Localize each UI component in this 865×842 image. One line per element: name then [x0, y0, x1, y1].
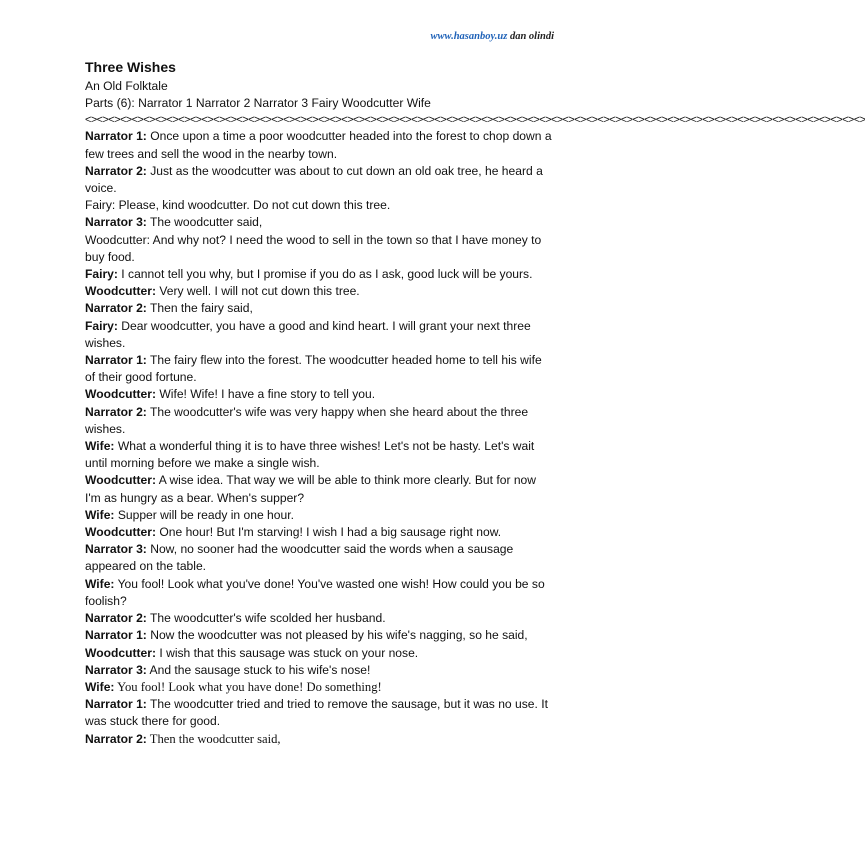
dialogue-text: I wish that this sausage was stuck on your nose.	[156, 645, 419, 660]
speaker-label: Woodcutter:	[85, 387, 156, 402]
speaker-label: Narrator 1:	[85, 697, 147, 712]
speaker-label: Narrator 1:	[85, 129, 147, 144]
dialogue-text: Now the woodcutter was not pleased by his wife's nagging, so he said,	[146, 628, 528, 643]
dialogue-text: I cannot tell you why, but I promise if you do as I ask, good luck will be yours.	[117, 267, 533, 282]
speaker-label: Wife:	[85, 439, 115, 454]
speaker-label: Fairy:	[85, 267, 118, 282]
dialogue-text: What a wonderful thing it is to have three wishes! Let's not be hasty. Let's wait until morning before we make a single wish.	[85, 439, 535, 471]
speaker-label: Wife:	[85, 507, 115, 522]
speaker-label: Woodcutter:	[85, 284, 156, 299]
dialogue-text: Once upon a time a poor woodcutter headed into the forest to chop down a few trees and sell the wood in the nearby town.	[85, 129, 552, 161]
dialogue-line	[85, 576, 555, 610]
dialogue-line	[85, 679, 555, 696]
dialogue-text: Fairy: Please, kind woodcutter. Do not cut down this tree.	[85, 198, 391, 213]
dialogue-text: The woodcutter tried and tried to remove the sausage, but it was no use. It was stuck there for good.	[85, 697, 548, 729]
speaker-label: Narrator 2:	[85, 611, 147, 626]
parts-list: Parts (6): Narrator 1 Narrator 2 Narrator 3 Fairy Woodcutter Wife	[85, 96, 431, 111]
dialogue-line	[85, 438, 555, 472]
dialogue-text: And the sausage stuck to his wife's nose!	[146, 662, 371, 677]
dialogue-text: The woodcutter said,	[146, 215, 263, 230]
dialogue-line	[85, 662, 555, 679]
speaker-label: Narrator 1:	[85, 353, 147, 368]
dialogue-text: One hour! But I'm starving! I wish I had a big sausage right now.	[156, 525, 502, 540]
dialogue-line	[85, 610, 555, 627]
source-site-link[interactable]: www.hasanboy.uz	[430, 31, 508, 42]
dialogue-text: You fool! Look what you have done! Do something!	[114, 679, 382, 694]
dialogue-line	[85, 197, 555, 214]
dialogue-line	[85, 318, 555, 352]
dialogue-text: Then the fairy said,	[146, 301, 253, 316]
dialogue-line	[85, 128, 555, 162]
dialogue-text: Just as the woodcutter was about to cut down an old oak tree, he heard a voice.	[85, 163, 543, 196]
script-body	[85, 57, 865, 748]
dialogue-text: You fool! Look what you've done! You've wasted one wish! How could you be so foolish?	[85, 576, 545, 608]
dialogue-line	[85, 645, 555, 662]
dialogue-line	[85, 731, 555, 748]
story-subtitle: An Old Folktale	[85, 79, 168, 93]
dialogue-text: Wife! Wife! I have a fine story to tell you.	[156, 387, 376, 402]
speaker-label: Narrator 3:	[85, 542, 147, 557]
dialogue-line	[85, 214, 555, 231]
story-title: Three Wishes	[85, 59, 176, 75]
dialogue-line	[85, 352, 555, 386]
dialogue-text: Dear woodcutter, you have a good and kind heart. I will grant your next three wishes.	[85, 318, 531, 350]
dialogue-line	[85, 232, 555, 266]
dialogue-line	[85, 283, 555, 300]
dialogue-text: A wise idea. That way we will be able to think more clearly. But for now I'm as hungry as a bear. When's supper?	[85, 473, 537, 505]
speaker-label: Narrator 2:	[85, 404, 147, 419]
dialogue-text: Very well. I will not cut down this tree.	[156, 284, 360, 299]
speaker-label: Narrator 2:	[85, 301, 147, 316]
speaker-label: Fairy:	[85, 318, 118, 333]
speaker-label: Narrator 3:	[85, 662, 147, 677]
speaker-label: Woodcutter:	[85, 525, 156, 540]
speaker-label: Narrator 1:	[85, 628, 147, 643]
speaker-label: Wife:	[85, 576, 115, 591]
dialogue-line	[85, 507, 555, 524]
dialogue-line	[85, 696, 555, 730]
dialogue-text: The woodcutter's wife was very happy when she heard about the three wishes.	[85, 404, 529, 436]
source-header	[430, 31, 554, 42]
speaker-label: Narrator 2:	[85, 163, 147, 178]
dialogue-line	[85, 300, 555, 317]
separator-line: <><><><><><><><><><><><><><><><><><><><><><><><><><><><><><><><><><><><><><><><><><><><><><><><><><><><><><><><><><><><><><><><><><><>	[85, 114, 865, 127]
speaker-label: Narrator 3:	[85, 215, 147, 230]
source-header-suffix: dan olindi	[507, 31, 554, 42]
dialogue-line	[85, 266, 555, 283]
dialogue-line	[85, 386, 555, 403]
dialogue-line	[85, 472, 555, 506]
dialogue-text: Now, no sooner had the woodcutter said the words when a sausage appeared on the table.	[85, 542, 514, 574]
dialogue-text: The fairy flew into the forest. The woodcutter headed home to tell his wife of their good fortune.	[85, 353, 542, 385]
speaker-label: Woodcutter:	[85, 473, 156, 488]
speaker-label: Narrator 2:	[85, 731, 147, 746]
dialogue-line	[85, 163, 555, 197]
speaker-label: Wife:	[85, 679, 115, 694]
dialogue-text: The woodcutter's wife scolded her husband.	[146, 611, 386, 626]
dialogue-line	[85, 627, 555, 644]
dialogue-text: Supper will be ready in one hour.	[114, 507, 294, 522]
dialogue-line	[85, 524, 555, 541]
dialogue-line	[85, 404, 555, 438]
dialogue-line	[85, 541, 555, 575]
dialogue-text: Then the woodcutter said,	[146, 731, 281, 746]
dialogue-text: Woodcutter: And why not? I need the wood to sell in the town so that I have money to buy food.	[85, 232, 542, 264]
speaker-label: Woodcutter:	[85, 645, 156, 660]
